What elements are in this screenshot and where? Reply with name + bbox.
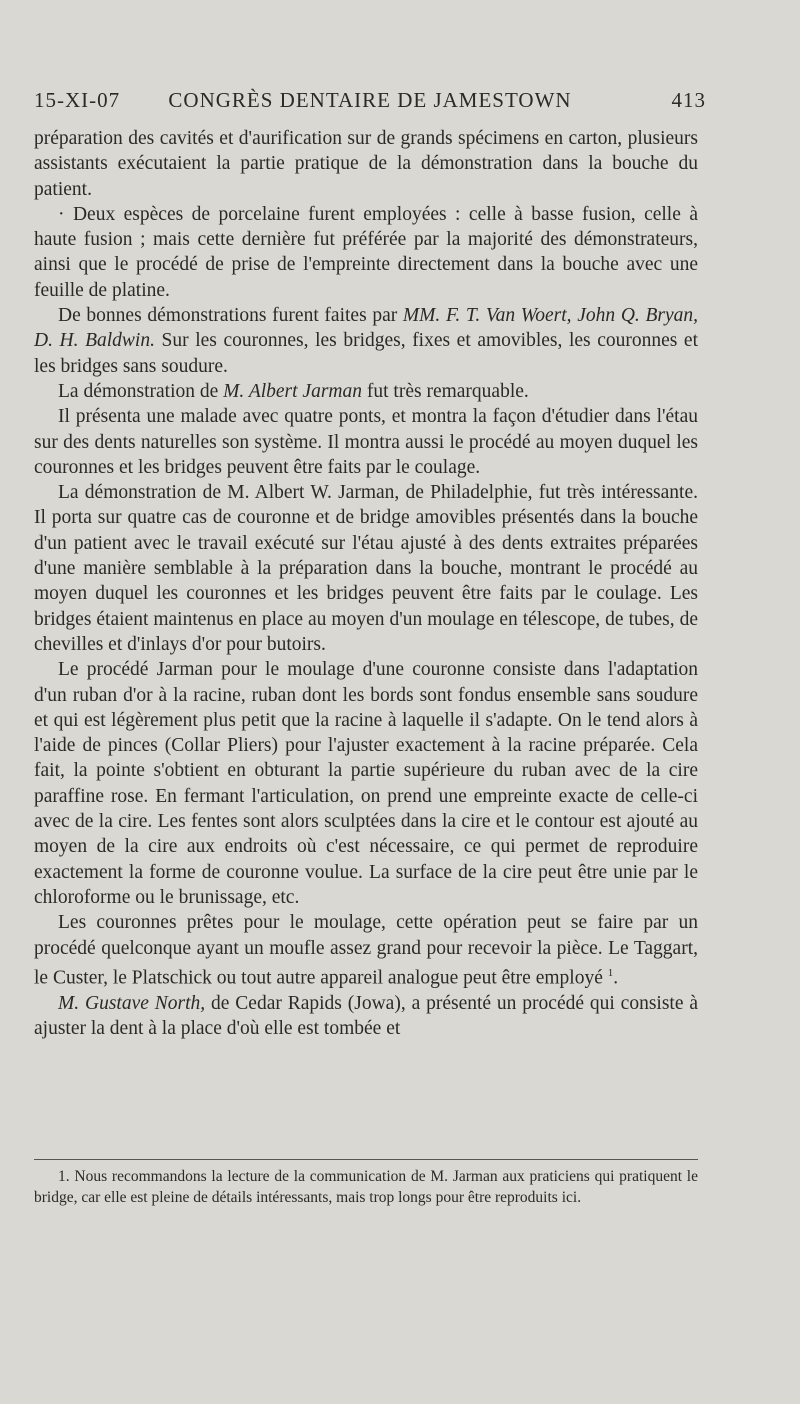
text-run: M. Albert Jarman [223, 380, 363, 402]
paragraph [34, 303, 698, 379]
header-date: 15-XI-07 [34, 88, 121, 112]
text-run: Sur les couronnes, les bridges, fixes et amovibles, les couronnes et les bridges sans soudure. [34, 330, 698, 377]
page-number: 413 [671, 88, 706, 112]
text-run: fut très remarquable. [362, 380, 529, 402]
text-run: . [613, 967, 619, 989]
text-run: Le procédé Jarman pour le moulage d'une couronne consiste dans l'adaptation d'un ruban d'or à la racine, ruban dont les bords sont fondus ensemble sans soudure et qui est légèrement plus petit que la racine à laquelle il s'adapte. On le tend alors à l'aide de pinces (Collar Pliers) pour l'ajuster exactement à la racine préparée. Cela fait, la pointe s'obtient en obturant la partie supérieure du ruban avec de la cire paraffine rose. En fermant l'articulation, on prend une empreinte exacte de celle-ci avec de la cire. Les fentes sont alors sculptées dans la cire et le contour est ajouté au moyen de la cire aux endroits où c'est nécessaire, ce qui permet de reproduire exactement la forme de couronne voulue. La surface de la cire peut être unie par le chloroforme ou le brunissage, etc. [34, 659, 698, 908]
text-run: Les couronnes prêtes pour le moulage, cette opération peut se faire par un procédé quelconque ayant un moufle assez grand pour recevoir la pièce. Le Taggart, le Custer, le Platschick ou tout autre appareil analogue peut être employé [34, 912, 698, 989]
paragraph [34, 657, 698, 910]
text-run: de Cedar Rapids (Jowa), a présenté un procédé qui consiste à ajuster la dent à la place d'où elle est tombée et [34, 992, 699, 1039]
footnote-rule [34, 1159, 698, 1160]
footnote: 1. Nous recommandons la lecture de la communication de M. Jarman aux praticiens qui pratiquent le bridge, car elle est pleine de détails intéressants, mais trop longs pour être reproduits ici. [34, 1168, 698, 1206]
text-run: La démonstration de M. Albert W. Jarman, de Philadelphie, fut très intéressante. Il porta sur quatre cas de couronne et de bridge amovibles présentés dans la bouche d'un patient avec le travail exécuté sur l'étau ajusté à des dents extraites préparées d'une manière semblable à la préparation dans la bouche, montrant le procédé au moyen duquel les couronnes et les bridges peuvent être faits par le coulage. Les bridges étaient maintenus en place au moyen d'un moulage en télescope, de tubes, de chevilles et d'inlays d'or pour butoirs. [34, 482, 698, 655]
paragraph [34, 379, 698, 404]
paragraph [34, 991, 698, 1042]
text-run: préparation des cavités et d'aurification sur de grands spécimens en carton, plusieurs assistants exécutaient la partie pratique de la démonstration dans la bouche du patient. [34, 128, 698, 200]
text-run: · Deux espèces de porcelaine furent employées : celle à basse fusion, celle à haute fusion ; mais cette dernière fut préférée par la majorité des démonstrateurs, ainsi que le procédé de prise de l'empreinte directement dans la bouche avec une feuille de platine. [34, 203, 698, 301]
paragraph [34, 910, 698, 990]
text-run: De bonnes démonstrations furent faites par [58, 305, 403, 327]
text-run: La démonstration de [58, 380, 224, 402]
paragraph [34, 480, 698, 657]
header-title: CONGRÈS DENTAIRE DE JAMESTOWN [168, 88, 572, 112]
text-run: MM. F. T. Van Woert, John Q. Bryan, D. H. Baldwin. [34, 305, 698, 352]
footnote-ref: 1 [607, 966, 614, 979]
paragraph [34, 126, 698, 202]
running-head [34, 88, 706, 118]
paragraph [34, 202, 698, 303]
text-run: M. Gustave North, [58, 992, 206, 1014]
paragraph [34, 404, 698, 480]
text-run: Il présenta une malade avec quatre ponts, et montra la façon d'étudier dans l'étau sur des dents naturelles son système. Il montra aussi le procédé au moyen duquel les couronnes et les bridges peuvent être faits par le coulage. [34, 406, 698, 478]
body-text [34, 126, 698, 1041]
